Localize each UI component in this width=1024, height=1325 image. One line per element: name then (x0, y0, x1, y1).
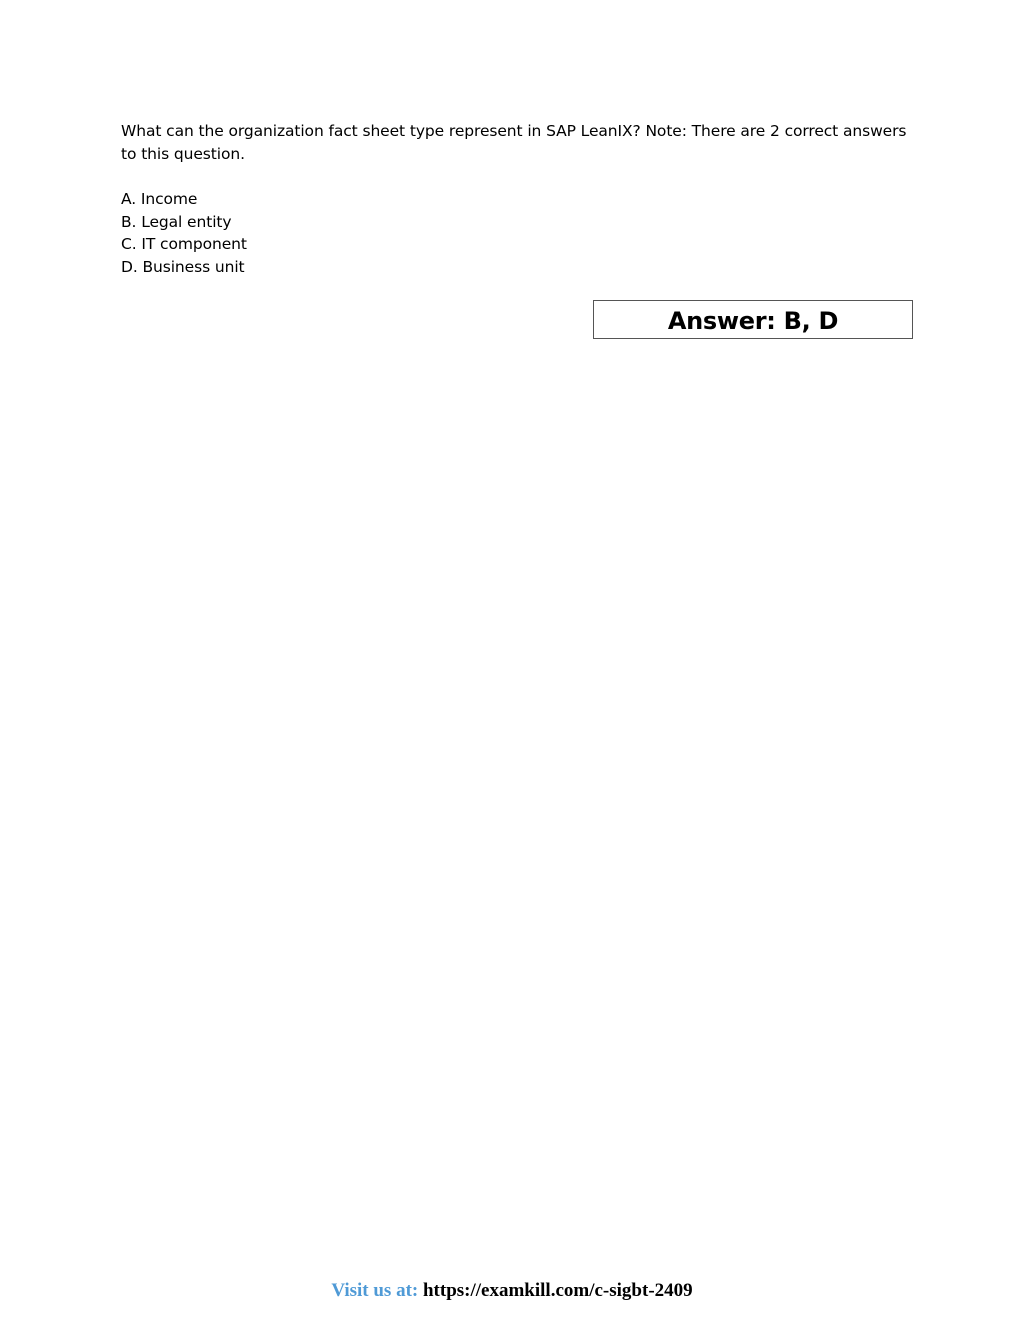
answer-text: Answer: B, D (667, 307, 839, 335)
option-b: B. Legal entity (121, 212, 232, 231)
option-a: A. Income (121, 190, 198, 208)
footer-url-link[interactable]: https://examkill.com/c-sigbt-2409 (422, 1280, 693, 1301)
option-c: C. IT component (121, 235, 247, 253)
options-list (121, 188, 247, 278)
option-d: D. Business unit (121, 257, 245, 276)
footer (0, 1280, 1024, 1302)
footer-visit-label: Visit us at: (331, 1280, 419, 1301)
answer-box (593, 300, 913, 339)
question-text: What can the organization fact sheet type represent in SAP LeanIX? Note: There are 2 correct answers to this question. (121, 122, 907, 163)
question-block (121, 120, 911, 166)
